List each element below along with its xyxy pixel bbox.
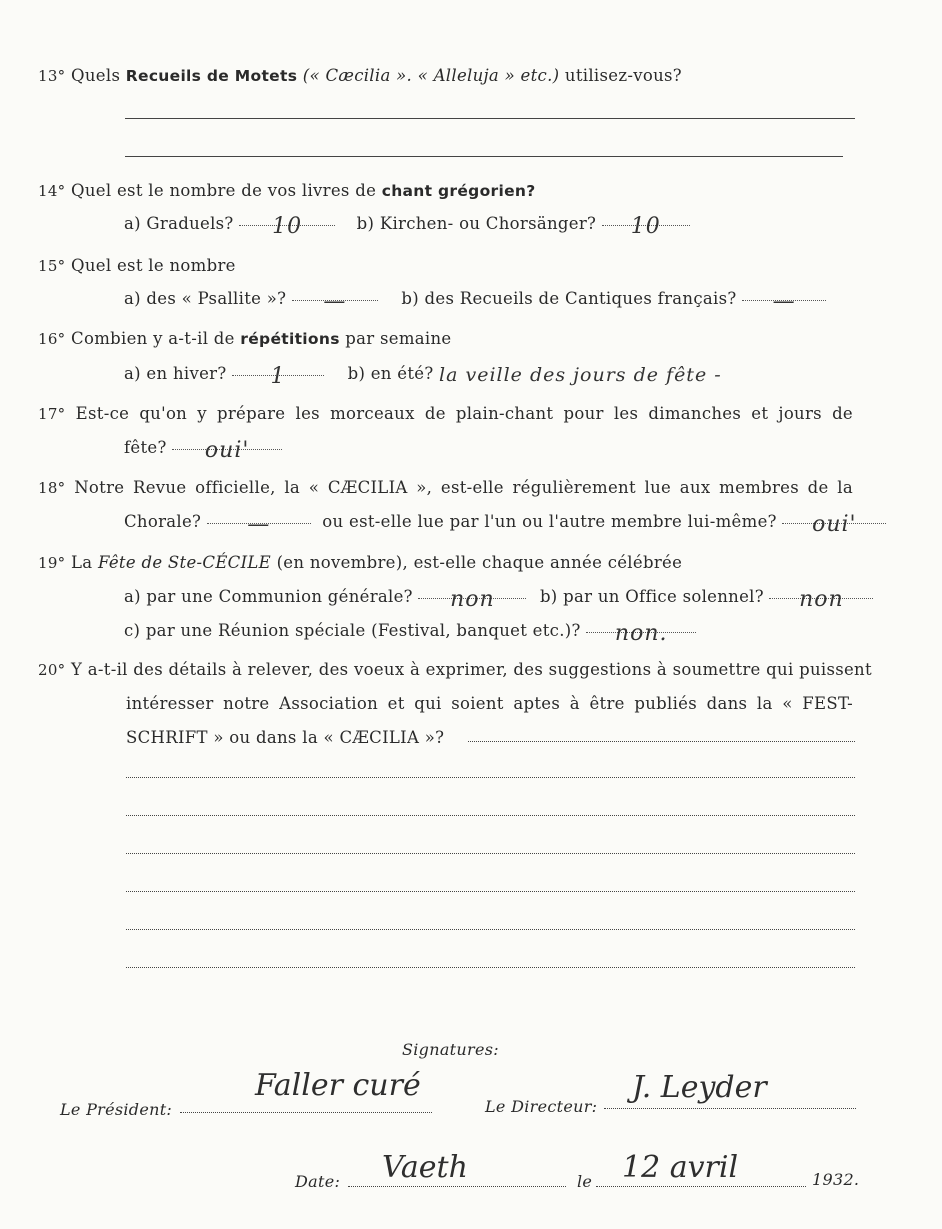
question-14-answers [124,214,690,239]
question-18 [38,478,853,497]
director-label: Le Directeur: [485,1097,598,1116]
date-line[interactable] [596,1186,806,1187]
question-number: 18° [38,479,66,497]
answer-field-hiver[interactable] [232,364,324,389]
question-number: 16° [38,330,66,348]
question-italic-text: (« Cæcilia ». « Alleluja » etc.) [302,66,560,85]
question-20-line3 [126,728,444,747]
question-text: Quel est le nombre de vos livres de [71,181,377,200]
answer-field-kirchen[interactable] [602,214,690,239]
answer-field-graduels[interactable] [239,214,335,239]
answer-line[interactable] [126,815,855,816]
question-text: Notre Revue officielle, la « CÆCILIA », est-elle régulièrement lue aux membres de la [74,478,853,497]
question-text: Quels [71,66,121,85]
field-label-chorale: Chorale? [124,512,202,531]
field-label-cantiques: b) des Recueils de Cantiques français? [401,289,737,308]
field-label-psallite: a) des « Psallite »? [124,289,287,308]
handwritten-answer: non [450,587,495,612]
answer-field-cantiques[interactable] [742,289,826,314]
year-label: 1932. [812,1170,860,1189]
place-line[interactable] [348,1186,566,1187]
handwritten-answer: — [772,289,796,314]
signatures-heading: Signatures: [402,1040,499,1059]
question-19 [38,553,682,572]
question-15 [38,256,236,275]
field-label-hiver: a) en hiver? [124,364,227,383]
handwritten-answer: — [323,289,347,314]
question-text: La [71,553,93,572]
handwritten-answer: 10 [630,214,661,239]
answer-field-chorale[interactable] [207,512,311,537]
answer-line[interactable] [125,156,843,157]
question-number: 17° [38,405,66,423]
answer-line[interactable] [126,853,855,854]
director-signature: J. Leyder [632,1070,767,1105]
question-14 [38,181,536,200]
question-16 [38,329,451,348]
question-number: 19° [38,554,66,572]
question-italic-text: Fête de Ste-CÉCILE [98,553,272,572]
handwritten-answer: — [247,512,271,537]
answer-field-membre[interactable] [782,512,886,537]
date-handwritten: 12 avril [622,1150,739,1185]
question-number: 13° [38,67,66,85]
answer-field-office[interactable] [769,587,873,612]
question-text: Combien y a-t-il de [71,329,235,348]
answer-field-fete[interactable] [172,438,282,463]
answer-field-ete[interactable] [439,364,739,386]
question-text-end: par semaine [345,329,452,348]
question-18-answers [124,512,886,537]
answer-field-communion[interactable] [418,587,526,612]
question-20 [38,660,872,679]
president-signature-line[interactable] [180,1112,432,1113]
handwritten-answer: non [799,587,844,612]
question-19-answers-ab [124,587,873,612]
question-bold-text: Recueils de Motets [125,67,298,85]
question-bold-text: chant grégorien? [381,182,536,200]
answer-line[interactable] [125,118,855,119]
question-bold-text: répétitions [240,330,340,348]
field-label-office: b) par un Office solennel? [539,587,764,606]
handwritten-answer: oui' [204,438,250,463]
field-label-kirchen: b) Kirchen- ou Chorsänger? [356,214,597,233]
answer-line[interactable] [126,891,855,892]
answer-line[interactable] [468,741,855,742]
field-label-fete: fête? [124,438,167,457]
question-text-end: (en novembre), est-elle chaque année célébrée [276,553,683,572]
answer-line[interactable] [126,929,855,930]
question-number: 15° [38,257,66,275]
answer-line[interactable] [126,777,855,778]
question-text: SCHRIFT » ou dans la « CÆCILIA »? [126,728,445,747]
date-label: Date: [295,1172,341,1191]
question-16-answers [124,364,739,389]
le-label: le [577,1172,593,1191]
question-17-answer [124,438,282,463]
question-number: 20° [38,661,66,679]
question-text-end: utilisez-vous? [564,66,682,85]
handwritten-answer: 1 [270,364,286,389]
question-20-line2: intéresser notre Association et qui soient aptes à être publiés dans la « FEST- [126,694,853,713]
field-label-communion: a) par une Communion générale? [124,587,413,606]
president-signature: Faller curé [255,1068,421,1103]
question-text: Y a-t-il des détails à relever, des voeux à exprimer, des suggestions à soumettre qui puissent [71,660,872,679]
question-text: Quel est le nombre [71,256,236,275]
director-signature-line[interactable] [604,1108,856,1109]
field-label-reunion: c) par une Réunion spéciale (Festival, banquet etc.)? [124,621,581,640]
question-19-answer-c [124,621,696,646]
question-text: Est-ce qu'on y prépare les morceaux de plain-chant pour les dimanches et jours de [75,404,854,423]
handwritten-answer: oui' [812,512,857,537]
question-15-answers [124,289,826,314]
answer-line[interactable] [126,967,855,968]
field-label-ete: b) en été? [347,364,434,383]
place-handwritten: Vaeth [382,1150,468,1185]
answer-field-psallite[interactable] [292,289,378,314]
handwritten-answer: 10 [272,214,303,239]
handwritten-answer: non. [614,621,668,646]
answer-field-reunion[interactable] [586,621,696,646]
question-17 [38,404,853,423]
field-label-graduels: a) Graduels? [124,214,234,233]
president-label: Le Président: [60,1100,173,1119]
question-number: 14° [38,182,66,200]
question-13 [38,66,682,85]
field-label-membre: ou est-elle lue par l'un ou l'autre membre lui-même? [322,512,777,531]
handwritten-answer: la veille des jours de fête - [439,364,722,386]
